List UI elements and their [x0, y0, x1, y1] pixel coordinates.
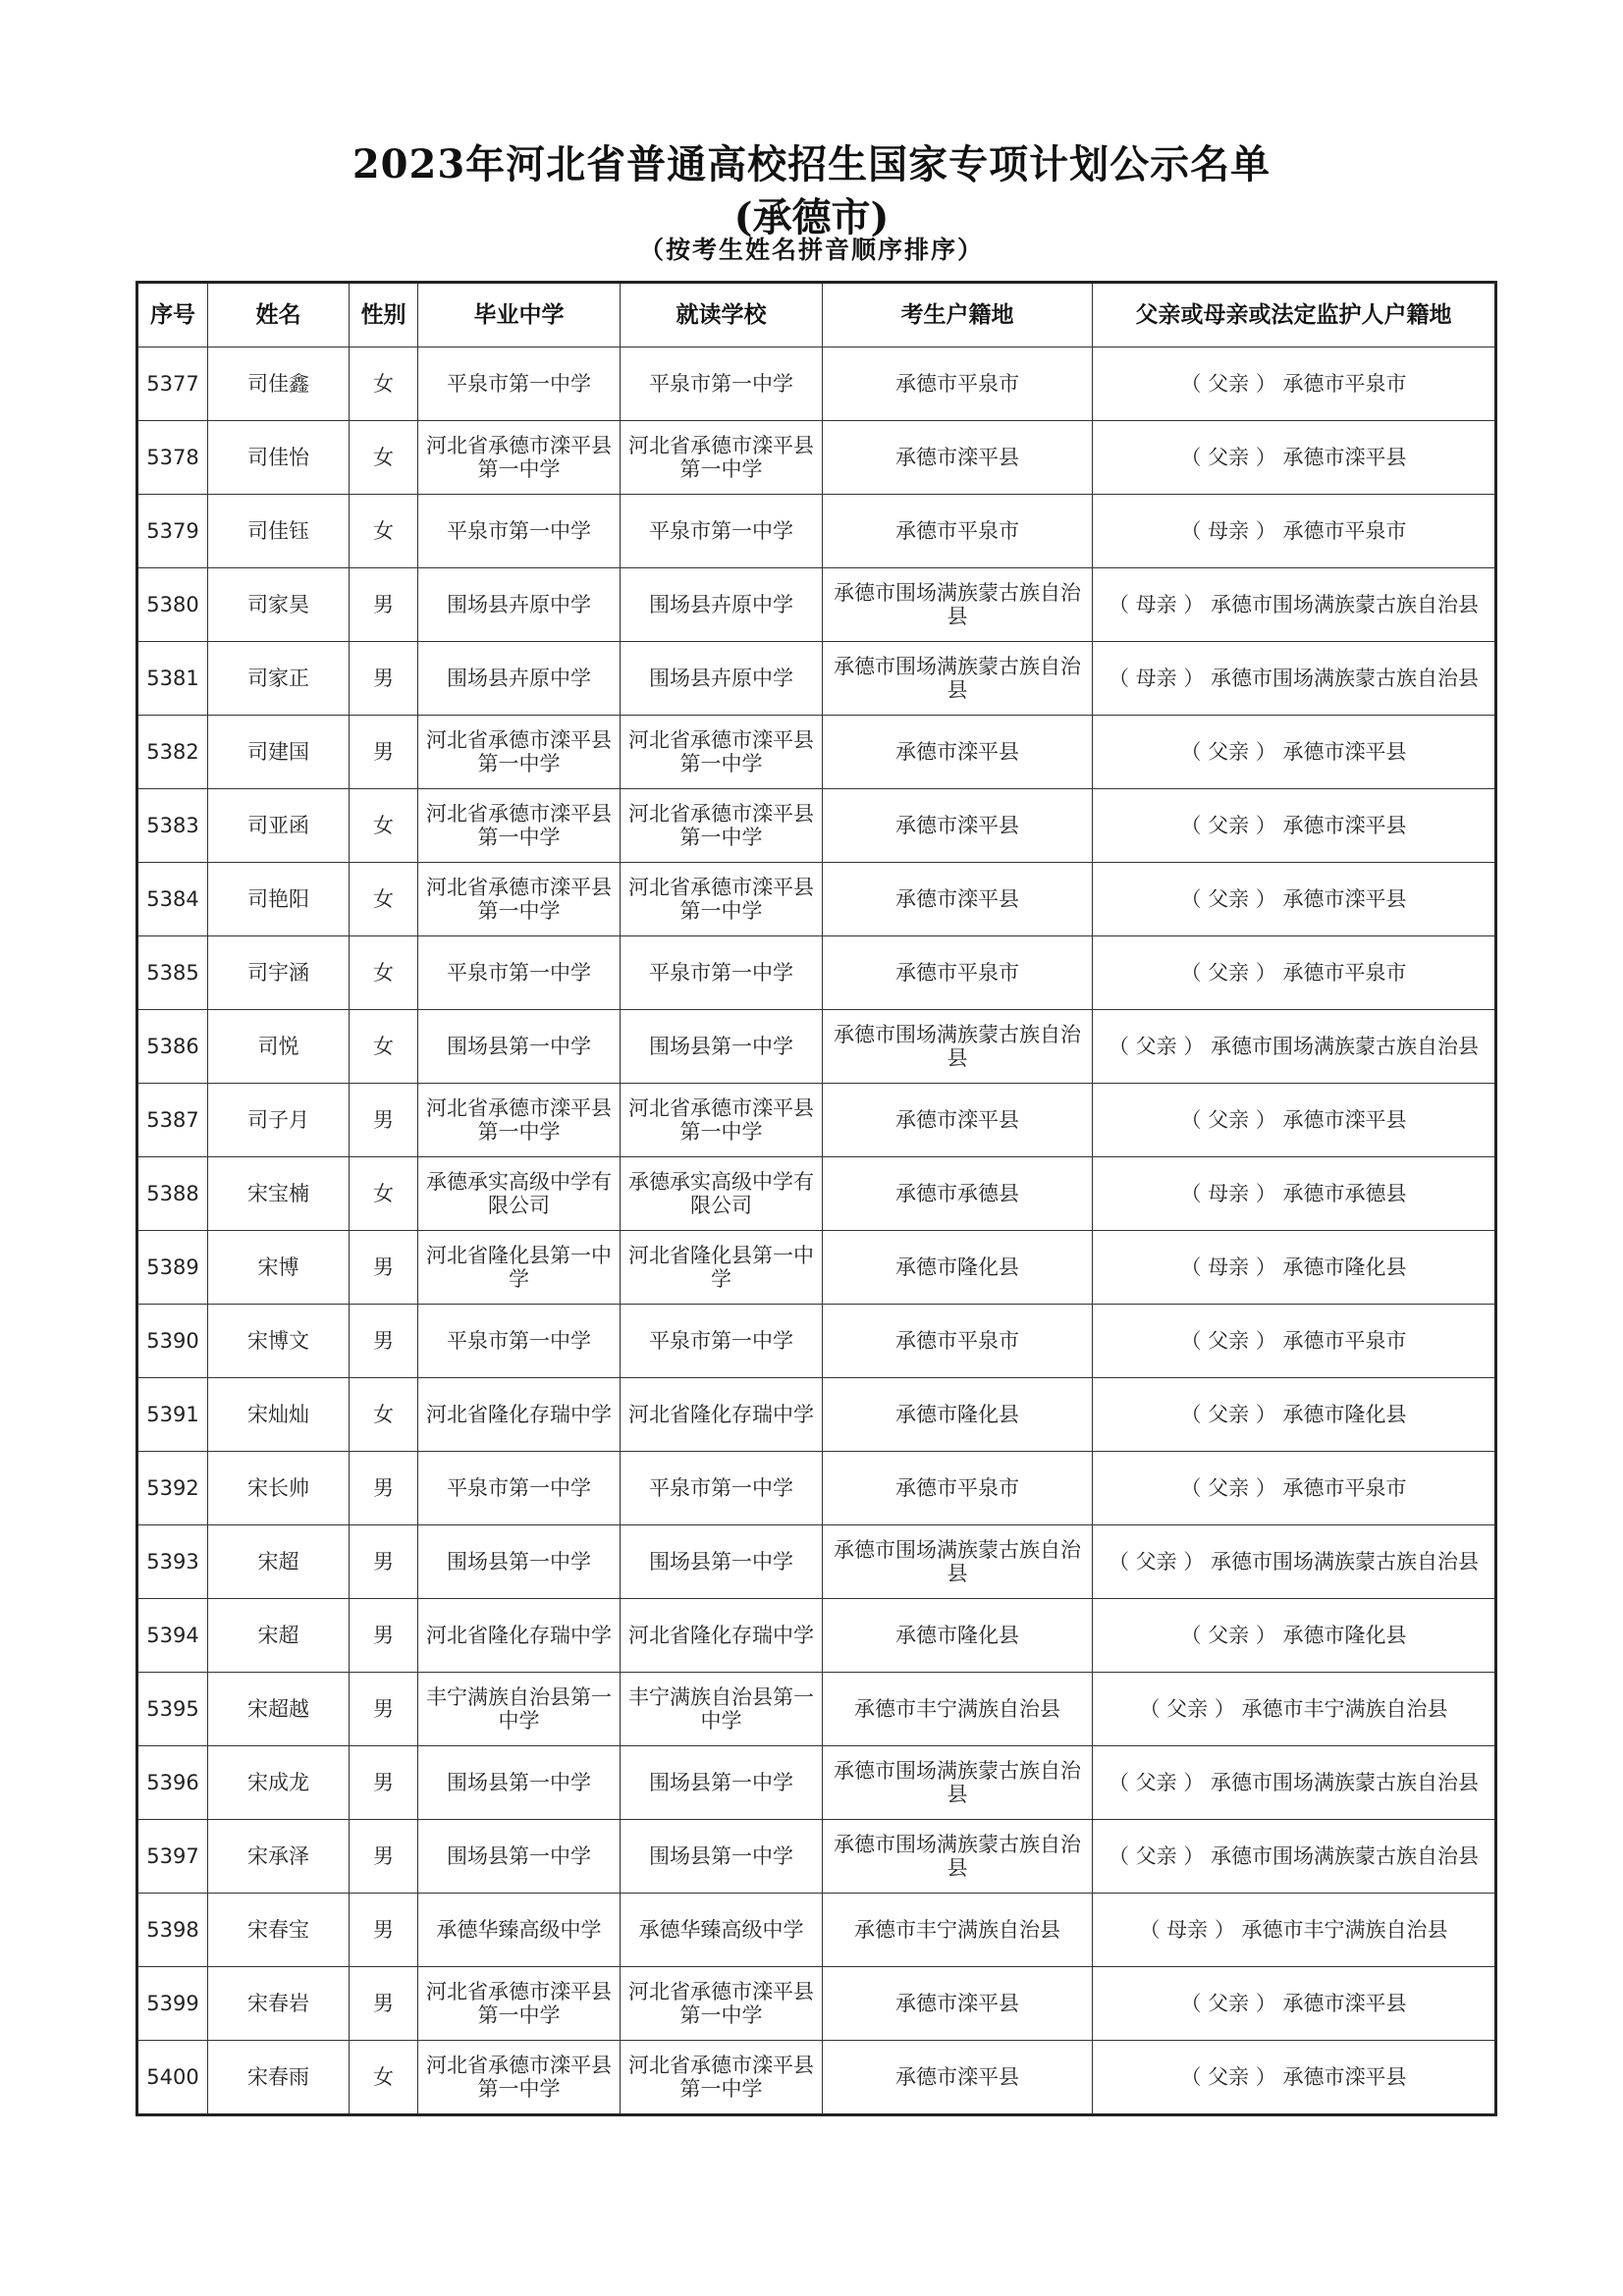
cell-graduation-school: 承德承实高级中学有限公司 — [418, 1157, 621, 1231]
cell-gender: 女 — [350, 421, 418, 495]
cell-student-residence: 承德市平泉市 — [823, 347, 1093, 421]
cell-current-school: 承德承实高级中学有限公司 — [621, 1157, 823, 1231]
cell-index: 5393 — [137, 1525, 208, 1599]
cell-student-residence: 承德市承德县 — [823, 1157, 1093, 1231]
cell-student-residence: 承德市滦平县 — [823, 789, 1093, 863]
cell-guardian-residence: （ 父亲 ） 承德市滦平县 — [1093, 1084, 1496, 1157]
cell-gender: 男 — [350, 716, 418, 789]
cell-guardian-residence: （ 父亲 ） 承德市丰宁满族自治县 — [1093, 1673, 1496, 1746]
cell-name: 宋春宝 — [208, 1894, 350, 1967]
cell-graduation-school: 平泉市第一中学 — [418, 347, 621, 421]
cell-gender: 男 — [350, 1599, 418, 1673]
cell-current-school: 承德华臻高级中学 — [621, 1894, 823, 1967]
cell-guardian-residence: （ 父亲 ） 承德市滦平县 — [1093, 2041, 1496, 2115]
cell-index: 5382 — [137, 716, 208, 789]
table-row — [137, 1746, 1496, 1820]
cell-graduation-school: 承德华臻高级中学 — [418, 1894, 621, 1967]
cell-graduation-school: 河北省承德市滦平县第一中学 — [418, 1084, 621, 1157]
cell-current-school: 丰宁满族自治县第一中学 — [621, 1673, 823, 1746]
table-row — [137, 1673, 1496, 1746]
cell-guardian-residence: （ 父亲 ） 承德市平泉市 — [1093, 1305, 1496, 1378]
cell-graduation-school: 河北省隆化存瑞中学 — [418, 1599, 621, 1673]
cell-guardian-residence: （ 父亲 ） 承德市隆化县 — [1093, 1378, 1496, 1452]
table-row — [137, 2041, 1496, 2115]
table-row — [137, 716, 1496, 789]
cell-index: 5377 — [137, 347, 208, 421]
header-gender: 性别 — [350, 283, 418, 347]
cell-index: 5395 — [137, 1673, 208, 1746]
cell-name: 宋超越 — [208, 1673, 350, 1746]
cell-student-residence: 承德市平泉市 — [823, 1452, 1093, 1525]
cell-guardian-residence: （ 母亲 ） 承德市围场满族蒙古族自治县 — [1093, 642, 1496, 716]
table-row — [137, 347, 1496, 421]
cell-index: 5400 — [137, 2041, 208, 2115]
cell-graduation-school: 平泉市第一中学 — [418, 936, 621, 1010]
cell-gender: 女 — [350, 347, 418, 421]
cell-name: 司子月 — [208, 1084, 350, 1157]
cell-graduation-school: 河北省隆化县第一中学 — [418, 1231, 621, 1305]
cell-guardian-residence: （ 母亲 ） 承德市丰宁满族自治县 — [1093, 1894, 1496, 1967]
cell-current-school: 平泉市第一中学 — [621, 495, 823, 568]
cell-gender: 女 — [350, 1378, 418, 1452]
cell-index: 5384 — [137, 863, 208, 936]
table-header-row — [137, 283, 1496, 347]
cell-graduation-school: 河北省隆化存瑞中学 — [418, 1378, 621, 1452]
cell-name: 司亚函 — [208, 789, 350, 863]
cell-current-school: 河北省承德市滦平县第一中学 — [621, 1967, 823, 2041]
cell-student-residence: 承德市平泉市 — [823, 1305, 1093, 1378]
cell-guardian-residence: （ 父亲 ） 承德市平泉市 — [1093, 936, 1496, 1010]
cell-index: 5385 — [137, 936, 208, 1010]
cell-graduation-school: 围场县第一中学 — [418, 1820, 621, 1894]
table-row — [137, 1525, 1496, 1599]
cell-gender: 女 — [350, 936, 418, 1010]
cell-current-school: 河北省隆化存瑞中学 — [621, 1599, 823, 1673]
table-row — [137, 421, 1496, 495]
page-subtitle: (承德市) — [733, 194, 890, 240]
cell-name: 宋博文 — [208, 1305, 350, 1378]
table-row — [137, 789, 1496, 863]
table-row — [137, 495, 1496, 568]
cell-graduation-school: 平泉市第一中学 — [418, 1305, 621, 1378]
cell-graduation-school: 平泉市第一中学 — [418, 495, 621, 568]
cell-student-residence: 承德市平泉市 — [823, 495, 1093, 568]
cell-graduation-school: 河北省承德市滦平县第一中学 — [418, 421, 621, 495]
table-row — [137, 1820, 1496, 1894]
cell-current-school: 河北省承德市滦平县第一中学 — [621, 863, 823, 936]
cell-index: 5391 — [137, 1378, 208, 1452]
cell-index: 5383 — [137, 789, 208, 863]
cell-gender: 男 — [350, 568, 418, 642]
cell-graduation-school: 围场县第一中学 — [418, 1746, 621, 1820]
header-current-school: 就读学校 — [621, 283, 823, 347]
cell-current-school: 围场县第一中学 — [621, 1525, 823, 1599]
cell-current-school: 河北省承德市滦平县第一中学 — [621, 716, 823, 789]
cell-graduation-school: 河北省承德市滦平县第一中学 — [418, 2041, 621, 2115]
cell-current-school: 河北省承德市滦平县第一中学 — [621, 2041, 823, 2115]
cell-graduation-school: 河北省承德市滦平县第一中学 — [418, 716, 621, 789]
table-row — [137, 1894, 1496, 1967]
cell-index: 5389 — [137, 1231, 208, 1305]
cell-guardian-residence: （ 父亲 ） 承德市平泉市 — [1093, 1452, 1496, 1525]
table-row — [137, 1157, 1496, 1231]
cell-index: 5397 — [137, 1820, 208, 1894]
cell-name: 司佳钰 — [208, 495, 350, 568]
cell-name: 司悦 — [208, 1010, 350, 1084]
cell-student-residence: 承德市围场满族蒙古族自治县 — [823, 1525, 1093, 1599]
table-row — [137, 936, 1496, 1010]
cell-student-residence: 承德市围场满族蒙古族自治县 — [823, 568, 1093, 642]
header-index: 序号 — [137, 283, 208, 347]
cell-index: 5386 — [137, 1010, 208, 1084]
cell-student-residence: 承德市滦平县 — [823, 1967, 1093, 2041]
cell-student-residence: 承德市平泉市 — [823, 936, 1093, 1010]
cell-name: 司宇涵 — [208, 936, 350, 1010]
cell-student-residence: 承德市隆化县 — [823, 1231, 1093, 1305]
cell-index: 5381 — [137, 642, 208, 716]
table-row — [137, 1599, 1496, 1673]
cell-student-residence: 承德市围场满族蒙古族自治县 — [823, 1820, 1093, 1894]
table-row — [137, 1305, 1496, 1378]
cell-current-school: 河北省承德市滦平县第一中学 — [621, 1084, 823, 1157]
cell-index: 5399 — [137, 1967, 208, 2041]
cell-current-school: 河北省隆化县第一中学 — [621, 1231, 823, 1305]
cell-name: 宋承泽 — [208, 1820, 350, 1894]
table-row — [137, 1231, 1496, 1305]
cell-gender: 男 — [350, 1084, 418, 1157]
cell-current-school: 围场县第一中学 — [621, 1820, 823, 1894]
cell-student-residence: 承德市围场满族蒙古族自治县 — [823, 1746, 1093, 1820]
cell-student-residence: 承德市滦平县 — [823, 716, 1093, 789]
header-graduation-school: 毕业中学 — [418, 283, 621, 347]
cell-guardian-residence: （ 父亲 ） 承德市隆化县 — [1093, 1599, 1496, 1673]
cell-guardian-residence: （ 父亲 ） 承德市滦平县 — [1093, 863, 1496, 936]
cell-graduation-school: 围场县第一中学 — [418, 1010, 621, 1084]
cell-gender: 男 — [350, 1231, 418, 1305]
cell-graduation-school: 丰宁满族自治县第一中学 — [418, 1673, 621, 1746]
cell-current-school: 河北省承德市滦平县第一中学 — [621, 789, 823, 863]
cell-graduation-school: 河北省承德市滦平县第一中学 — [418, 789, 621, 863]
cell-name: 司建国 — [208, 716, 350, 789]
cell-gender: 女 — [350, 1010, 418, 1084]
cell-graduation-school: 围场县卉原中学 — [418, 642, 621, 716]
cell-guardian-residence: （ 父亲 ） 承德市围场满族蒙古族自治县 — [1093, 1746, 1496, 1820]
cell-index: 5392 — [137, 1452, 208, 1525]
cell-gender: 女 — [350, 495, 418, 568]
cell-graduation-school: 围场县卉原中学 — [418, 568, 621, 642]
cell-name: 宋长帅 — [208, 1452, 350, 1525]
header-name: 姓名 — [208, 283, 350, 347]
cell-index: 5396 — [137, 1746, 208, 1820]
table-row — [137, 1378, 1496, 1452]
cell-guardian-residence: （ 父亲 ） 承德市滦平县 — [1093, 716, 1496, 789]
cell-guardian-residence: （ 父亲 ） 承德市滦平县 — [1093, 421, 1496, 495]
cell-gender: 男 — [350, 1746, 418, 1820]
cell-gender: 男 — [350, 1452, 418, 1525]
cell-name: 宋春雨 — [208, 2041, 350, 2115]
cell-guardian-residence: （ 父亲 ） 承德市围场满族蒙古族自治县 — [1093, 1525, 1496, 1599]
cell-gender: 男 — [350, 642, 418, 716]
cell-guardian-residence: （ 母亲 ） 承德市承德县 — [1093, 1157, 1496, 1231]
cell-name: 司家昊 — [208, 568, 350, 642]
cell-guardian-residence: （ 父亲 ） 承德市围场满族蒙古族自治县 — [1093, 1010, 1496, 1084]
cell-gender: 男 — [350, 1967, 418, 2041]
header-guardian-residence: 父亲或母亲或法定监护人户籍地 — [1093, 283, 1496, 347]
cell-guardian-residence: （ 母亲 ） 承德市隆化县 — [1093, 1231, 1496, 1305]
cell-current-school: 平泉市第一中学 — [621, 1452, 823, 1525]
cell-guardian-residence: （ 父亲 ） 承德市围场满族蒙古族自治县 — [1093, 1820, 1496, 1894]
cell-student-residence: 承德市隆化县 — [823, 1378, 1093, 1452]
table-row — [137, 1967, 1496, 2041]
cell-current-school: 围场县第一中学 — [621, 1746, 823, 1820]
table-row — [137, 568, 1496, 642]
cell-student-residence: 承德市围场满族蒙古族自治县 — [823, 1010, 1093, 1084]
table-row — [137, 642, 1496, 716]
table-row — [137, 863, 1496, 936]
cell-gender: 女 — [350, 789, 418, 863]
cell-index: 5387 — [137, 1084, 208, 1157]
cell-current-school: 平泉市第一中学 — [621, 936, 823, 1010]
cell-current-school: 围场县卉原中学 — [621, 568, 823, 642]
cell-graduation-school: 河北省承德市滦平县第一中学 — [418, 1967, 621, 2041]
header-student-residence: 考生户籍地 — [823, 283, 1093, 347]
cell-name: 司家正 — [208, 642, 350, 716]
table-row — [137, 1452, 1496, 1525]
cell-name: 宋灿灿 — [208, 1378, 350, 1452]
cell-student-residence: 承德市滦平县 — [823, 863, 1093, 936]
cell-index: 5379 — [137, 495, 208, 568]
cell-guardian-residence: （ 父亲 ） 承德市平泉市 — [1093, 347, 1496, 421]
cell-name: 司艳阳 — [208, 863, 350, 936]
cell-guardian-residence: （ 母亲 ） 承德市平泉市 — [1093, 495, 1496, 568]
cell-guardian-residence: （ 母亲 ） 承德市围场满族蒙古族自治县 — [1093, 568, 1496, 642]
cell-gender: 女 — [350, 863, 418, 936]
cell-current-school: 围场县卉原中学 — [621, 642, 823, 716]
roster-table — [135, 281, 1497, 2116]
sort-note: （按考生姓名拼音顺序排序） — [638, 236, 984, 264]
cell-guardian-residence: （ 父亲 ） 承德市滦平县 — [1093, 789, 1496, 863]
cell-student-residence: 承德市围场满族蒙古族自治县 — [823, 642, 1093, 716]
cell-graduation-school: 平泉市第一中学 — [418, 1452, 621, 1525]
cell-index: 5398 — [137, 1894, 208, 1967]
cell-name: 司佳鑫 — [208, 347, 350, 421]
table-row — [137, 1084, 1496, 1157]
cell-index: 5380 — [137, 568, 208, 642]
cell-name: 宋超 — [208, 1525, 350, 1599]
cell-student-residence: 承德市滦平县 — [823, 2041, 1093, 2115]
cell-graduation-school: 围场县第一中学 — [418, 1525, 621, 1599]
cell-gender: 女 — [350, 2041, 418, 2115]
cell-gender: 男 — [350, 1525, 418, 1599]
cell-graduation-school: 河北省承德市滦平县第一中学 — [418, 863, 621, 936]
cell-name: 宋成龙 — [208, 1746, 350, 1820]
cell-current-school: 河北省承德市滦平县第一中学 — [621, 421, 823, 495]
page-title: 2023年河北省普通高校招生国家专项计划公示名单 — [352, 141, 1271, 187]
cell-current-school: 围场县第一中学 — [621, 1010, 823, 1084]
cell-student-residence: 承德市隆化县 — [823, 1599, 1093, 1673]
cell-name: 宋超 — [208, 1599, 350, 1673]
cell-gender: 男 — [350, 1305, 418, 1378]
cell-student-residence: 承德市滦平县 — [823, 421, 1093, 495]
cell-name: 司佳怡 — [208, 421, 350, 495]
cell-guardian-residence: （ 父亲 ） 承德市滦平县 — [1093, 1967, 1496, 2041]
cell-index: 5394 — [137, 1599, 208, 1673]
cell-gender: 男 — [350, 1894, 418, 1967]
cell-gender: 男 — [350, 1673, 418, 1746]
cell-name: 宋宝楠 — [208, 1157, 350, 1231]
cell-current-school: 平泉市第一中学 — [621, 347, 823, 421]
cell-student-residence: 承德市丰宁满族自治县 — [823, 1894, 1093, 1967]
cell-current-school: 平泉市第一中学 — [621, 1305, 823, 1378]
cell-index: 5388 — [137, 1157, 208, 1231]
table-row — [137, 1010, 1496, 1084]
cell-gender: 男 — [350, 1820, 418, 1894]
cell-student-residence: 承德市丰宁满族自治县 — [823, 1673, 1093, 1746]
cell-current-school: 河北省隆化存瑞中学 — [621, 1378, 823, 1452]
cell-index: 5378 — [137, 421, 208, 495]
cell-gender: 女 — [350, 1157, 418, 1231]
cell-index: 5390 — [137, 1305, 208, 1378]
cell-name: 宋博 — [208, 1231, 350, 1305]
cell-name: 宋春岩 — [208, 1967, 350, 2041]
cell-student-residence: 承德市滦平县 — [823, 1084, 1093, 1157]
